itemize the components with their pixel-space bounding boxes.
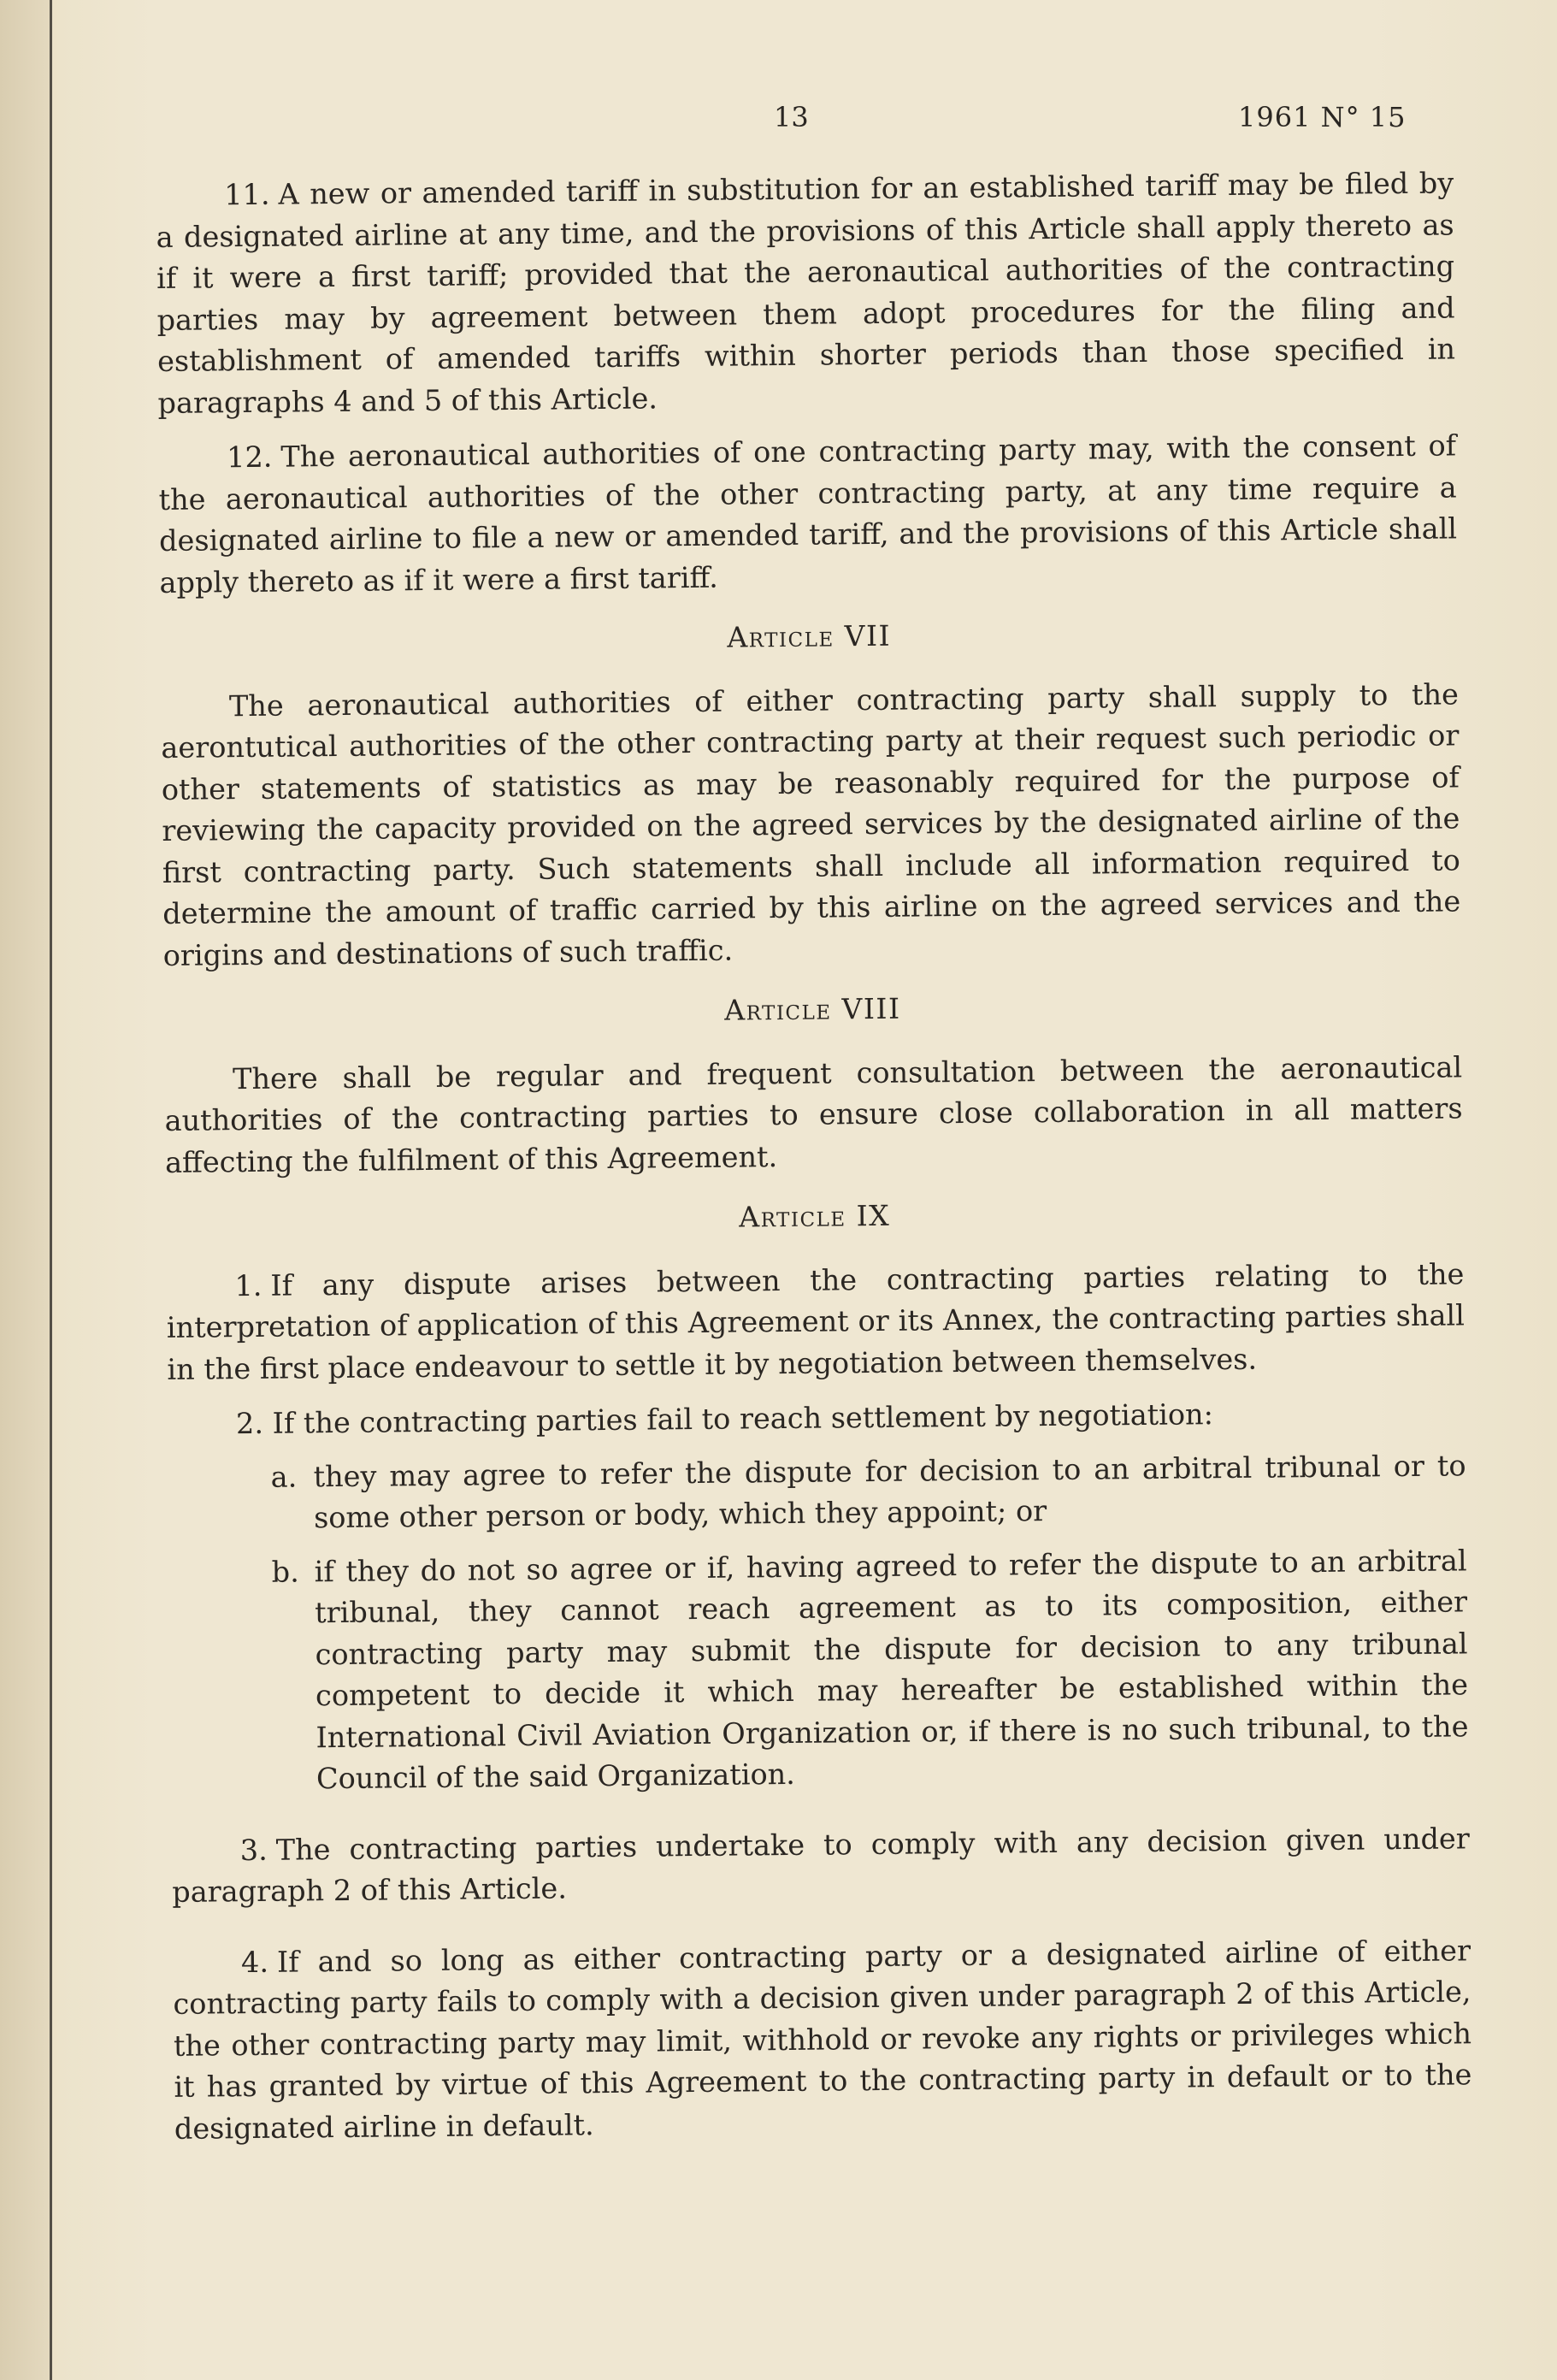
article-ix-subparagraph-a bbox=[168, 1445, 1466, 1541]
paragraph-text: A new or amended tariff in substitution for an established tariff may be filed by a designated airline at any time, and the provisions of this Article shall apply thereto as if it were a first tariff; provided that the aeronautical authorities of the contracting parties may by agreement between them adopt procedures for the filing and establishment of amended tariffs within shorter periods than those specified in paragraphs 4 and 5 of this Article. bbox=[156, 166, 1456, 420]
article-viii-text: There shall be regular and frequent consultation between the aeronautical authorities of the contracting parties to ensure close collaboration in all matters affecting the fulfilment of this Agreement. bbox=[164, 1049, 1463, 1179]
paragraph-number: 12. bbox=[226, 440, 273, 475]
subparagraph-text: they may agree to refer the dispute for decision to an arbitral tribunal or to some other person or body, which they appoint; or bbox=[313, 1448, 1466, 1535]
paragraph-number: 2. bbox=[235, 1406, 264, 1441]
binding-shadow bbox=[0, 0, 50, 2380]
paragraph-11 bbox=[156, 162, 1456, 424]
paragraph-number: 1. bbox=[234, 1268, 262, 1302]
article-ix-paragraph-4 bbox=[173, 1930, 1472, 2150]
paragraph-number: 3. bbox=[239, 1833, 268, 1867]
article-ix-subparagraph-b bbox=[168, 1540, 1469, 1802]
subparagraph-text: if they do not so agree or if, having agreed to refer the dispute to an arbitral tribunal, they cannot reach agreement as to its composition, either contracting party may submit the dispute for decision to any tribunal competent to decide it which may hereafter be established within the International Civil Aviation Organization or, if there is no such tribunal, to the Council of the said Organization. bbox=[314, 1543, 1469, 1796]
article-ix-paragraph-1 bbox=[166, 1254, 1465, 1391]
article-viii-heading: Article VIII bbox=[724, 991, 901, 1027]
article-ix-paragraph-3 bbox=[172, 1818, 1471, 1914]
page-header bbox=[0, 101, 1557, 144]
page-number: 13 bbox=[774, 101, 809, 133]
paragraph-text: The contracting parties undertake to comply with any decision given under paragraph 2 of this Article. bbox=[172, 1821, 1470, 1909]
subparagraph-letter: b. bbox=[271, 1554, 299, 1589]
article-vii-text: The aeronautical authorities of either contracting party shall supply to the aerontutical authorities of the other contracting party at their request such periodic or other statements of statistics as may be reasonably required for the purpose of reviewing the capacity provided on the agreed services by the designated airline of the first contracting party. Such statements shall include all information required to determine the amount of traffic carried by this airline on the agreed services and the origins and destinations of such traffic. bbox=[161, 676, 1461, 972]
article-vii-heading: Article VII bbox=[727, 618, 892, 654]
paragraph-text: If any dispute arises between the contracting parties relating to the interpretation of application of this Agreement or its Annex, the contracting parties shall in the first place endeavour to settle it by negotiation between themselves. bbox=[166, 1256, 1466, 1386]
paragraph-number: 11. bbox=[224, 177, 270, 212]
article-ix-paragraph-2 bbox=[168, 1391, 1466, 1445]
article-ix-heading: Article IX bbox=[739, 1198, 891, 1234]
page-body bbox=[156, 162, 1472, 2163]
paragraph-text: If the contracting parties fail to reach settlement by negotiation: bbox=[272, 1397, 1214, 1440]
subparagraph-letter: a. bbox=[270, 1459, 298, 1494]
paragraph-text: The aeronautical authorities of one contracting party may, with the consent of the aeronautical authorities of the other contracting party, at any time require a designated airline to file a new or amended tariff, and the provisions of this Article shall apply thereto as if it were a first tariff. bbox=[158, 428, 1458, 599]
binding-edge bbox=[50, 0, 52, 2380]
paragraph-text: If and so long as either contracting party or a designated airline of either contracting party fails to comply with a decision given under paragraph 2 of this Article, the other contracting party may limit, withhold or revoke any rights or privileges which it has granted by virtue of this Agreement to the contracting party in default or to the designated airline in default. bbox=[173, 1933, 1472, 2146]
paragraph-12 bbox=[158, 425, 1458, 604]
document-reference: 1961 N° 15 bbox=[1238, 101, 1407, 133]
paragraph-number: 4. bbox=[240, 1945, 269, 1979]
